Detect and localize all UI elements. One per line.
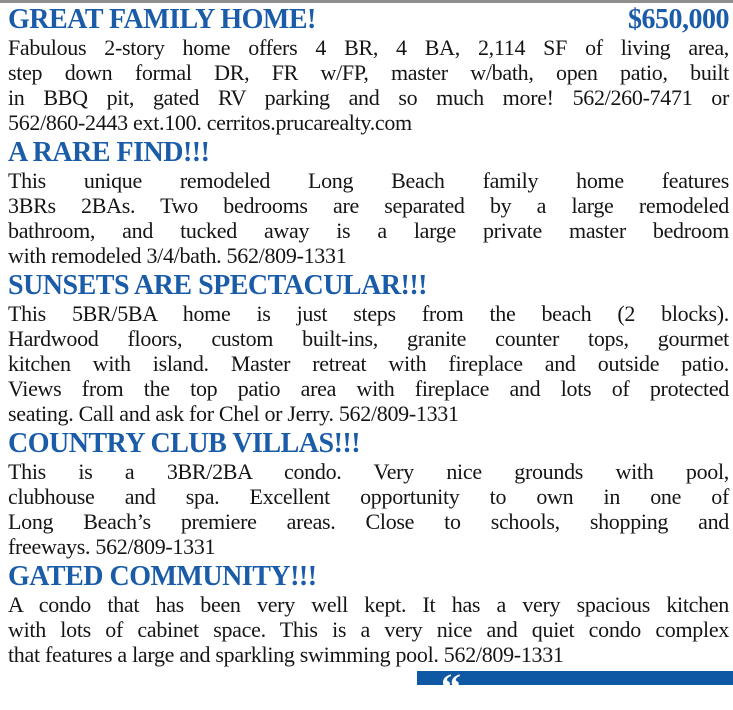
ad-body-line: 3BRs 2BAs. Two bedrooms are separated by a large remodeled: [8, 193, 729, 218]
ad-body-line: with remodeled 3/4/bath. 562/809-1331: [8, 243, 347, 268]
ad-body: [8, 35, 729, 135]
next-ad-banner-partial: [417, 665, 733, 710]
ad-title-row: [8, 271, 729, 301]
ad-body-line: seating. Call and ask for Chel or Jerry. 562/809-1331: [8, 401, 459, 426]
ad-title: SUNSETS ARE SPECTACULAR!!!: [8, 270, 428, 301]
ad-body-line: A condo that has been very well kept. It has a very spacious kitchen: [8, 592, 729, 617]
ad-title-row: [8, 562, 729, 592]
ad-body-line: that features a large and sparkling swimming pool. 562/809-1331: [8, 642, 564, 667]
ad-title: GREAT FAMILY HOME!: [8, 4, 316, 35]
ad-title: COUNTRY CLUB VILLAS!!!: [8, 428, 361, 459]
ad-body-line: in BBQ pit, gated RV parking and so much more! 562/260-7471 or: [8, 85, 729, 110]
ad-country-club-villas: [8, 429, 729, 559]
ad-body-line: clubhouse and spa. Excellent opportunity to own in one of: [8, 484, 729, 509]
classified-ads-column: [8, 5, 729, 667]
ad-body-line: with lots of cabinet space. This is a very nice and quiet condo complex: [8, 617, 729, 642]
ad-body: [8, 592, 729, 667]
ad-a-rare-find: [8, 138, 729, 268]
ad-body-line: kitchen with island. Master retreat with fireplace and outside patio.: [8, 351, 729, 376]
ad-body-line: Hardwood floors, custom built-ins, granite counter tops, gourmet: [8, 326, 729, 351]
ad-body-line: Views from the top patio area with fireplace and lots of protected: [8, 376, 729, 401]
ad-body-line: Long Beach’s premiere areas. Close to schools, shopping and: [8, 509, 729, 534]
top-rule-divider: [0, 0, 733, 3]
ad-body: [8, 168, 729, 268]
ad-title: A RARE FIND!!!: [8, 137, 210, 168]
ad-body-line: This is a 3BR/2BA condo. Very nice grounds with pool,: [8, 459, 729, 484]
ad-body-line: 562/860-2443 ext.100. cerritos.prucarealty.com: [8, 110, 412, 135]
ad-body-line: This unique remodeled Long Beach family home features: [8, 168, 729, 193]
ad-body-line: bathroom, and tucked away is a large private master bedroom: [8, 218, 729, 243]
ad-great-family-home: [8, 5, 729, 135]
ad-title-row: [8, 138, 729, 168]
ad-title: GATED COMMUNITY!!!: [8, 561, 317, 592]
ad-body: [8, 301, 729, 426]
ad-price: $650,000: [628, 4, 729, 35]
ad-gated-community: [8, 562, 729, 667]
ad-body-line: step down formal DR, FR w/FP, master w/bath, open patio, built: [8, 60, 729, 85]
ad-body: [8, 459, 729, 559]
ad-body-line: This 5BR/5BA home is just steps from the beach (2 blocks).: [8, 301, 729, 326]
ad-title-row: [8, 429, 729, 459]
open-quote-icon: “: [441, 665, 461, 710]
ad-body-line: freeways. 562/809-1331: [8, 534, 216, 559]
ad-sunsets-are-spectacular: [8, 271, 729, 426]
ad-body-line: Fabulous 2-story home offers 4 BR, 4 BA, 2,114 SF of living area,: [8, 35, 729, 60]
ad-title-row: [8, 5, 729, 35]
